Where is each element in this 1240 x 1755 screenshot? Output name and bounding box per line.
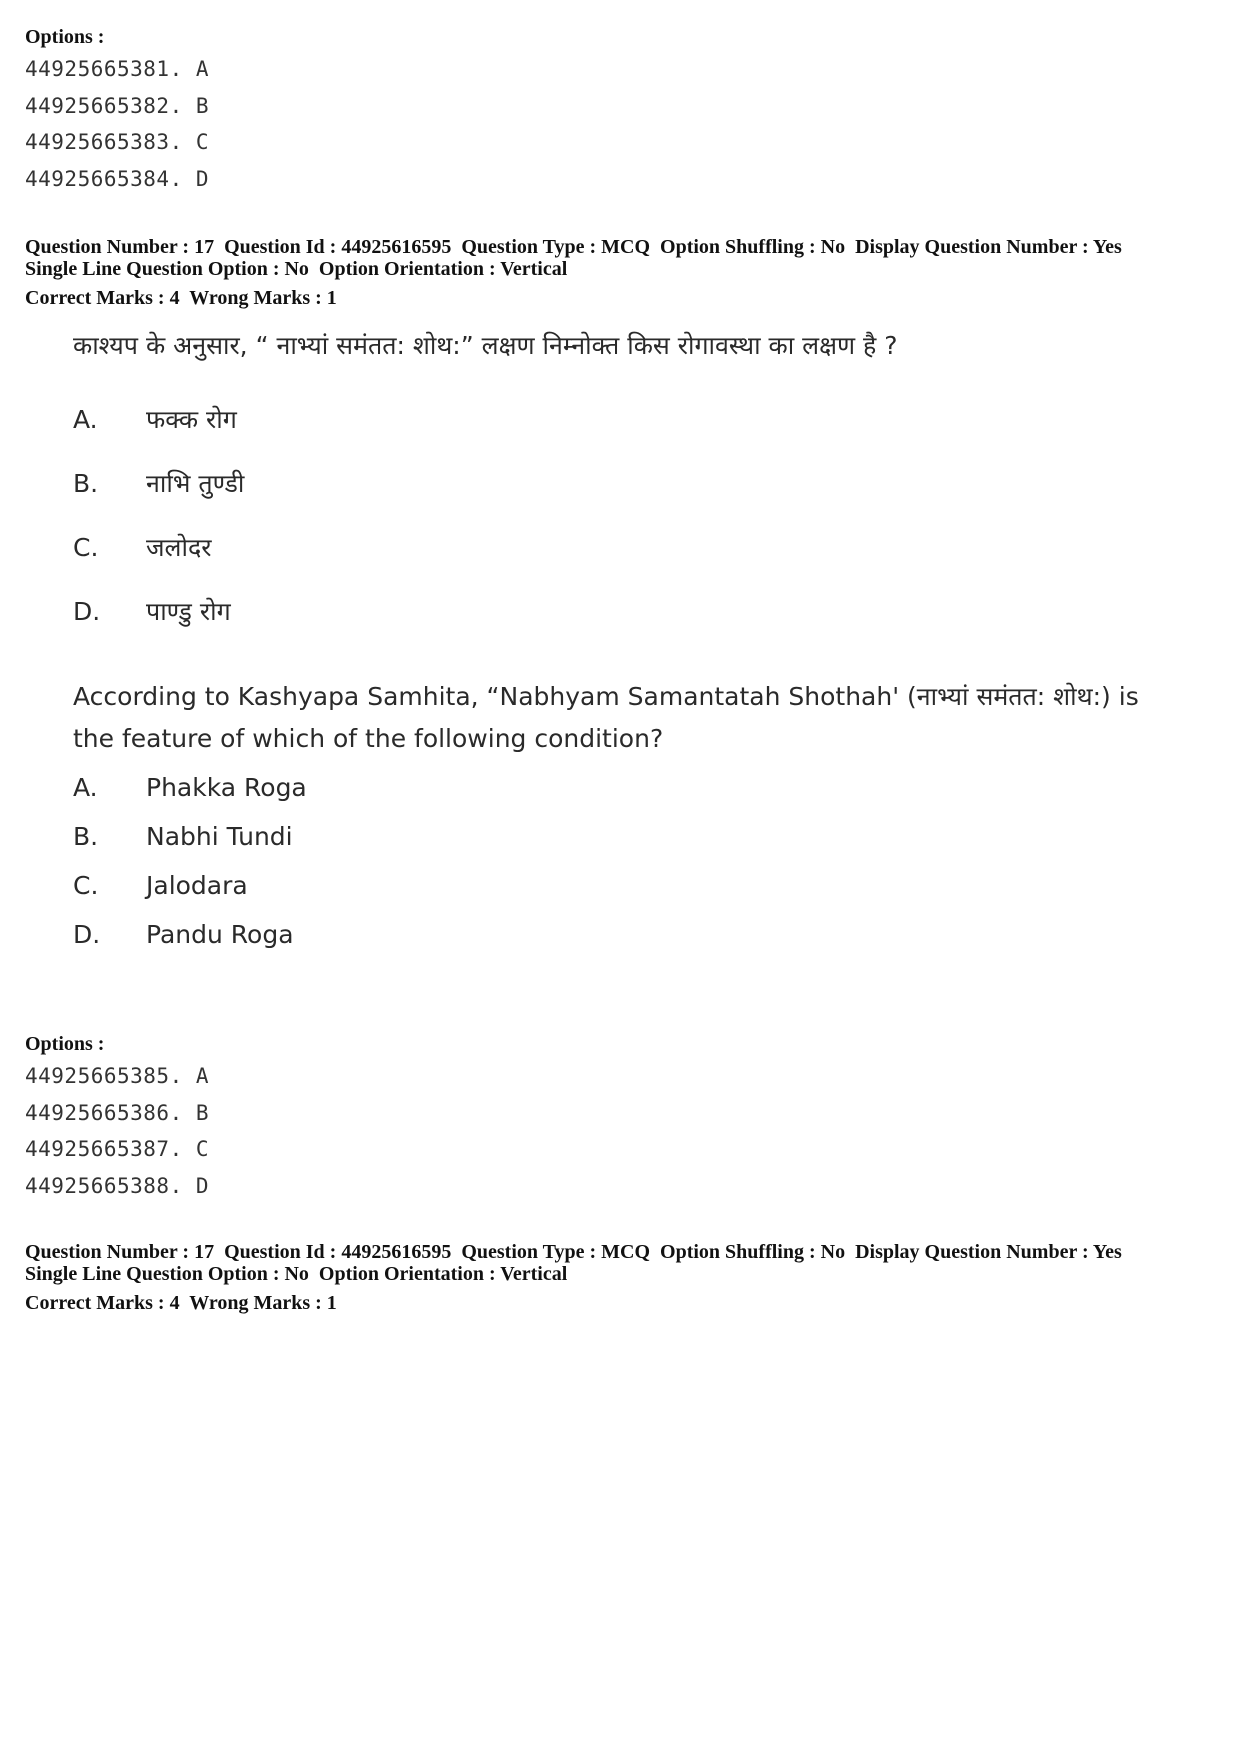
option-id-line: 44925665386. B [25,1100,210,1125]
option-id-line: 44925665385. A [25,1064,210,1088]
question-hindi-text: काश्यप के अनुसार, “ नाभ्यां समंतत: शोथ:” लक्षण निम्नोक्त किस रोगावस्था का लक्षण है ? [73,331,898,360]
question-meta-line: Single Line Question Option : No Option Orientation : Vertical [25,1263,568,1285]
choice-letter: D. [73,596,101,626]
marks-line: Correct Marks : 4 Wrong Marks : 1 [25,1292,337,1314]
question-meta-line: Question Number : 17 Question Id : 44925616595 Question Type : MCQ Option Shuffling : No Display Question Number : Yes [25,236,1122,258]
question-english-text [73,676,1139,760]
question-english-line: According to Kashyapa Samhita, “Nabhyam Samantatah Shothah' (नाभ्यां समंतत: शोथ:) is [73,682,1139,711]
choice-row [73,910,307,959]
option-id-line: 44925665388. D [25,1173,210,1198]
choice-row [73,812,307,861]
choice-row [73,763,307,812]
question-meta-line: Question Number : 17 Question Id : 44925616595 Question Type : MCQ Option Shuffling : No Display Question Number : Yes [25,1241,1122,1263]
question-english-line: the feature of which of the following condition? [73,724,664,753]
choice-text: Pandu Roga [146,920,294,949]
question-meta-line: Single Line Question Option : No Option Orientation : Vertical [25,258,568,280]
option-id-line: 44925665383. C [25,130,210,154]
hindi-choices [73,387,244,643]
question-meta [25,236,1122,309]
options-heading: Options : [25,26,105,48]
question-meta [25,1241,1122,1314]
choice-row [73,861,307,910]
choice-letter: B. [73,822,99,851]
english-choices [73,763,307,959]
choice-row [73,579,244,643]
choice-text: नाभि तुण्डी [146,469,245,498]
choice-letter: D. [73,920,101,949]
options-block-top [25,26,209,200]
options-block-bottom [25,1033,209,1207]
choice-letter: A. [73,773,98,802]
option-id-line: 44925665387. C [25,1137,210,1161]
choice-text: फक्क रोग [146,405,237,434]
choice-row [73,387,244,451]
choice-text: Phakka Roga [146,773,307,802]
marks-line: Correct Marks : 4 Wrong Marks : 1 [25,287,337,309]
options-heading: Options : [25,1033,105,1055]
option-id-line: 44925665384. D [25,166,210,191]
choice-letter: C. [73,871,99,900]
choice-letter: B. [73,468,99,498]
choice-row [73,451,244,515]
option-id-line: 44925665381. A [25,57,210,81]
choice-text: पाण्डु रोग [146,597,231,626]
choice-letter: A. [73,404,98,434]
option-id-line: 44925665382. B [25,93,210,118]
choice-text: Nabhi Tundi [146,822,293,851]
choice-text: Jalodara [146,871,248,900]
choice-text: जलोदर [146,533,212,562]
choice-letter: C. [73,532,99,562]
choice-row [73,515,244,579]
